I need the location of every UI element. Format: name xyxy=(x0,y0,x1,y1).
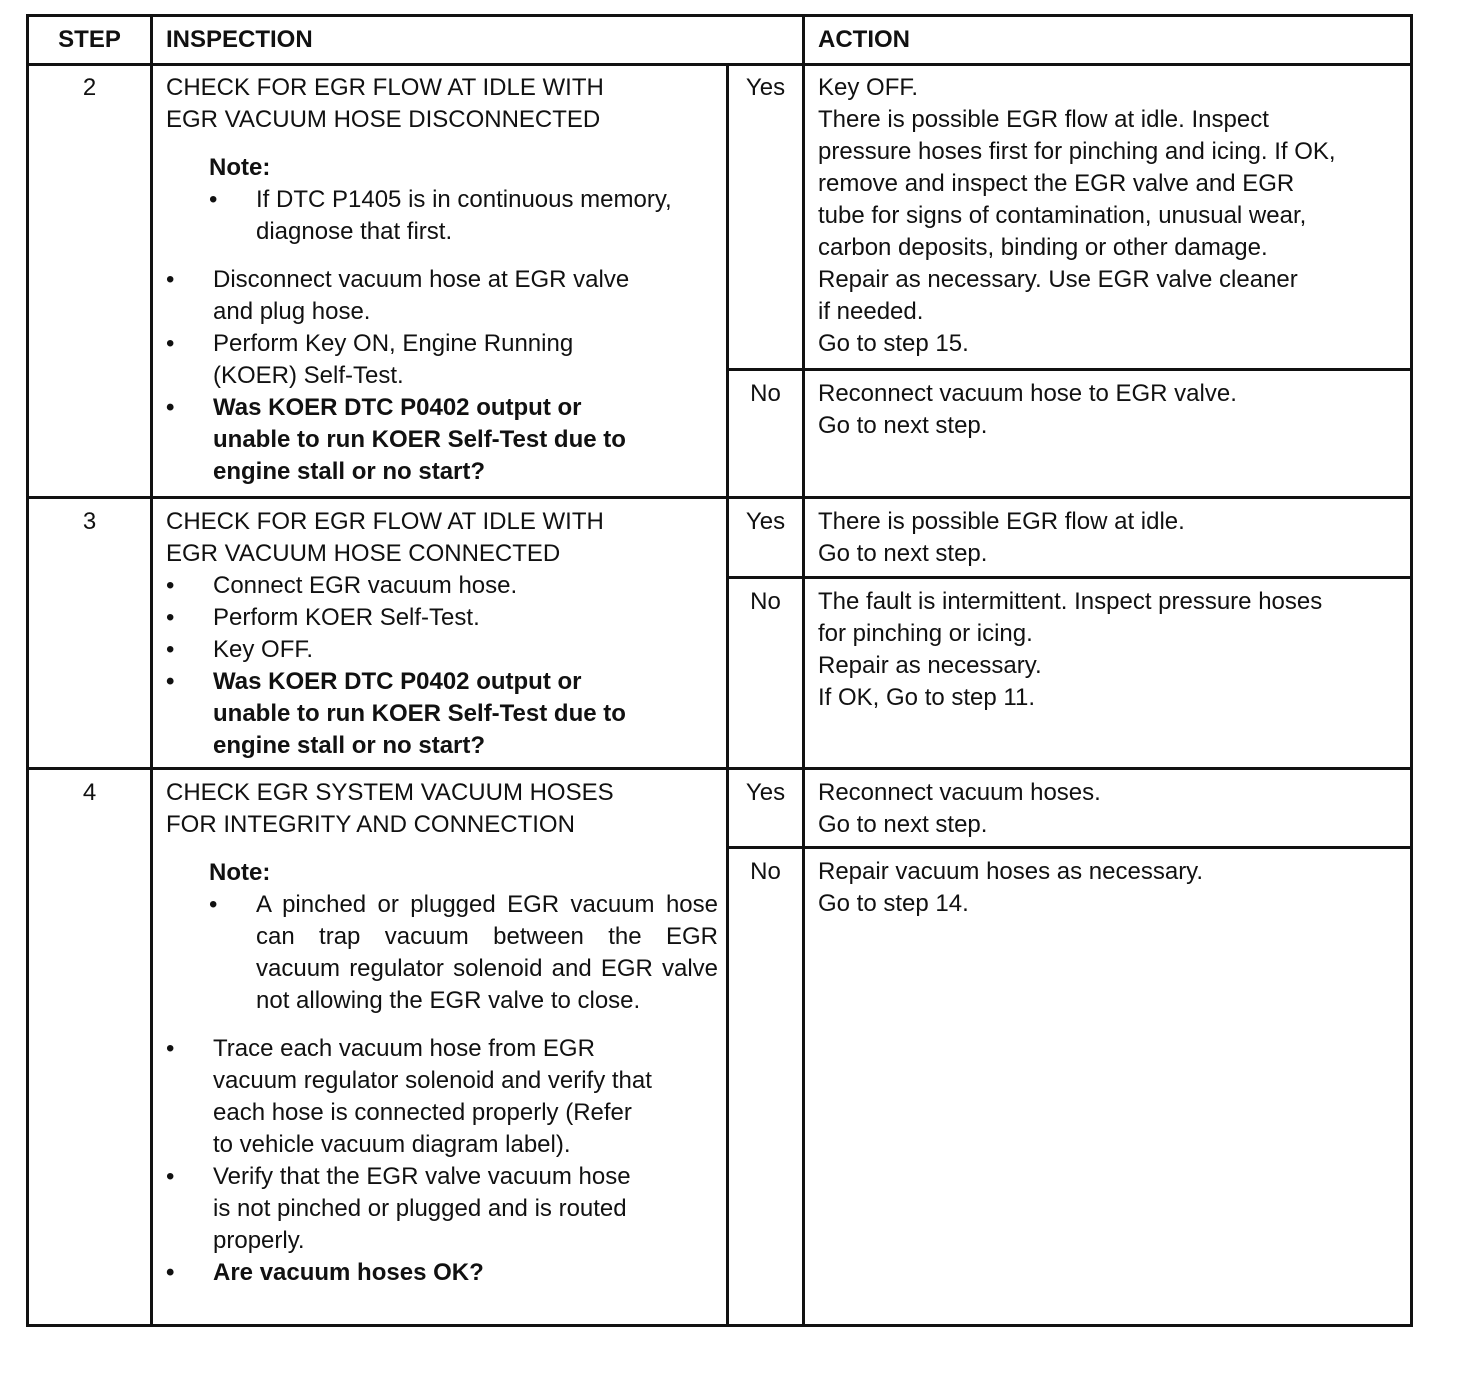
step-3-inspection xyxy=(166,506,718,762)
bullet-dot: • xyxy=(166,604,175,631)
header-inspection: INSPECTION xyxy=(166,26,313,53)
step-number: 3 xyxy=(82,508,97,535)
bullet-dot: • xyxy=(166,1259,175,1286)
action-column-divider xyxy=(802,14,805,1327)
action-line: Go to step 14. xyxy=(818,890,969,917)
table-border-left xyxy=(26,14,29,1327)
action-line: Go to next step. xyxy=(818,412,988,439)
step-number: 2 xyxy=(82,74,97,101)
action-line: if needed. xyxy=(818,298,924,325)
bullet-dot: • xyxy=(166,1163,175,1190)
no-action xyxy=(818,586,1403,714)
yes-action xyxy=(818,777,1403,841)
question-line: unable to run KOER Self-Test due to xyxy=(213,700,626,727)
list-item xyxy=(166,602,718,634)
bullet-dot: • xyxy=(166,668,175,695)
yes-action xyxy=(818,72,1403,360)
list-item xyxy=(166,634,718,666)
row-divider-step3 xyxy=(26,496,1413,499)
question-item xyxy=(166,666,718,762)
yesno-column-divider xyxy=(726,63,729,1327)
question-item xyxy=(166,392,718,488)
list-item xyxy=(166,570,718,602)
note-label: Note: xyxy=(209,859,271,886)
step-2-inspection xyxy=(166,72,718,488)
bullet-dot: • xyxy=(166,636,175,663)
question-line: Was KOER DTC P0402 output or xyxy=(213,394,582,421)
step-title-line: CHECK FOR EGR FLOW AT IDLE WITH xyxy=(166,508,604,535)
action-line: remove and inspect the EGR valve and EGR xyxy=(818,170,1295,197)
question-item xyxy=(166,1257,718,1289)
list-line: is not pinched or plugged and is routed xyxy=(213,1195,627,1222)
list-line: properly. xyxy=(213,1227,305,1254)
action-line: Repair as necessary. xyxy=(818,652,1042,679)
header-step: STEP xyxy=(58,26,121,53)
note-text: A pinched or plugged EGR vacuum hose can trap vacuum between the EGR vacuum regulator solenoid and EGR valve not allowing the EGR valve to close. xyxy=(256,891,718,1014)
action-line: There is possible EGR flow at idle. xyxy=(818,508,1185,535)
list-line: to vehicle vacuum diagram label). xyxy=(213,1131,571,1158)
bullet-dot: • xyxy=(166,330,175,357)
no-action xyxy=(818,856,1403,920)
step-title-line: CHECK FOR EGR FLOW AT IDLE WITH xyxy=(166,74,604,101)
question-line: Was KOER DTC P0402 output or xyxy=(213,668,582,695)
table-border-bottom xyxy=(26,1324,1413,1327)
no-action xyxy=(818,378,1403,442)
action-line: carbon deposits, binding or other damage. xyxy=(818,234,1268,261)
list-item xyxy=(166,264,718,328)
bullet-dot: • xyxy=(209,186,218,213)
bullet-dot: • xyxy=(166,572,175,599)
yes-label: Yes xyxy=(745,74,786,101)
list-line: Perform Key ON, Engine Running xyxy=(213,330,574,357)
table-border-right xyxy=(1410,14,1413,1327)
note-line: If DTC P1405 is in continuous memory, xyxy=(256,186,672,213)
list-line: Key OFF. xyxy=(213,636,314,663)
list-line: Verify that the EGR valve vacuum hose xyxy=(213,1163,631,1190)
action-line: Reconnect vacuum hoses. xyxy=(818,779,1101,806)
bullet-dot: • xyxy=(166,1035,175,1062)
header-divider xyxy=(26,63,1413,66)
step-4-inspection xyxy=(166,777,718,1289)
diagnostic-table xyxy=(26,14,1413,1327)
question-line: Are vacuum hoses OK? xyxy=(213,1259,484,1286)
table-border-top xyxy=(26,14,1413,17)
action-line: If OK, Go to step 11. xyxy=(818,684,1035,711)
question-line: engine stall or no start? xyxy=(213,732,486,759)
action-line: Repair as necessary. Use EGR valve cleaner xyxy=(818,266,1298,293)
action-line: Go to step 15. xyxy=(818,330,969,357)
no-label: No xyxy=(750,858,781,885)
list-line: (KOER) Self-Test. xyxy=(213,362,404,389)
action-line: Repair vacuum hoses as necessary. xyxy=(818,858,1204,885)
question-line: unable to run KOER Self-Test due to xyxy=(213,426,626,453)
action-line: Go to next step. xyxy=(818,540,988,567)
action-line: The fault is intermittent. Inspect pressure hoses xyxy=(818,588,1323,615)
yes-label: Yes xyxy=(745,508,786,535)
action-line: tube for signs of contamination, unusual wear, xyxy=(818,202,1307,229)
bullet-dot: • xyxy=(166,394,175,421)
action-line: for pinching or icing. xyxy=(818,620,1033,647)
note-label: Note: xyxy=(209,154,271,181)
list-line: Disconnect vacuum hose at EGR valve xyxy=(213,266,630,293)
action-line: Go to next step. xyxy=(818,811,988,838)
step-title-line: CHECK EGR SYSTEM VACUUM HOSES xyxy=(166,779,614,806)
step-title-line: EGR VACUUM HOSE DISCONNECTED xyxy=(166,106,601,133)
action-line: pressure hoses first for pinching and icing. If OK, xyxy=(818,138,1336,165)
list-item xyxy=(166,1033,718,1161)
step-title-line: EGR VACUUM HOSE CONNECTED xyxy=(166,540,561,567)
no-label: No xyxy=(750,588,781,615)
step-number: 4 xyxy=(82,779,97,806)
list-line: Perform KOER Self-Test. xyxy=(213,604,480,631)
no-label: No xyxy=(750,380,781,407)
note-item xyxy=(209,184,718,248)
step-title-line: FOR INTEGRITY AND CONNECTION xyxy=(166,811,575,838)
list-line: vacuum regulator solenoid and verify that xyxy=(213,1067,652,1094)
yes-action xyxy=(818,506,1403,570)
action-line: Reconnect vacuum hose to EGR valve. xyxy=(818,380,1237,407)
list-item xyxy=(166,328,718,392)
action-line: There is possible EGR flow at idle. Inspect xyxy=(818,106,1269,133)
step-column-divider xyxy=(150,14,153,1327)
note-item xyxy=(209,889,718,1017)
list-item xyxy=(166,1161,718,1257)
yes-no-divider-step2 xyxy=(726,368,1413,371)
question-line: engine stall or no start? xyxy=(213,458,486,485)
bullet-dot: • xyxy=(166,266,175,293)
bullet-dot: • xyxy=(209,891,218,918)
list-line: Connect EGR vacuum hose. xyxy=(213,572,518,599)
note-line: diagnose that first. xyxy=(256,218,453,245)
list-line: each hose is connected properly (Refer xyxy=(213,1099,632,1126)
header-action: ACTION xyxy=(818,26,910,53)
yes-label: Yes xyxy=(745,779,786,806)
action-line: Key OFF. xyxy=(818,74,919,101)
row-divider-step4 xyxy=(26,767,1413,770)
yes-no-divider-step4 xyxy=(726,846,1413,849)
list-line: and plug hose. xyxy=(213,298,371,325)
yes-no-divider-step3 xyxy=(726,576,1413,579)
list-line: Trace each vacuum hose from EGR xyxy=(213,1035,595,1062)
